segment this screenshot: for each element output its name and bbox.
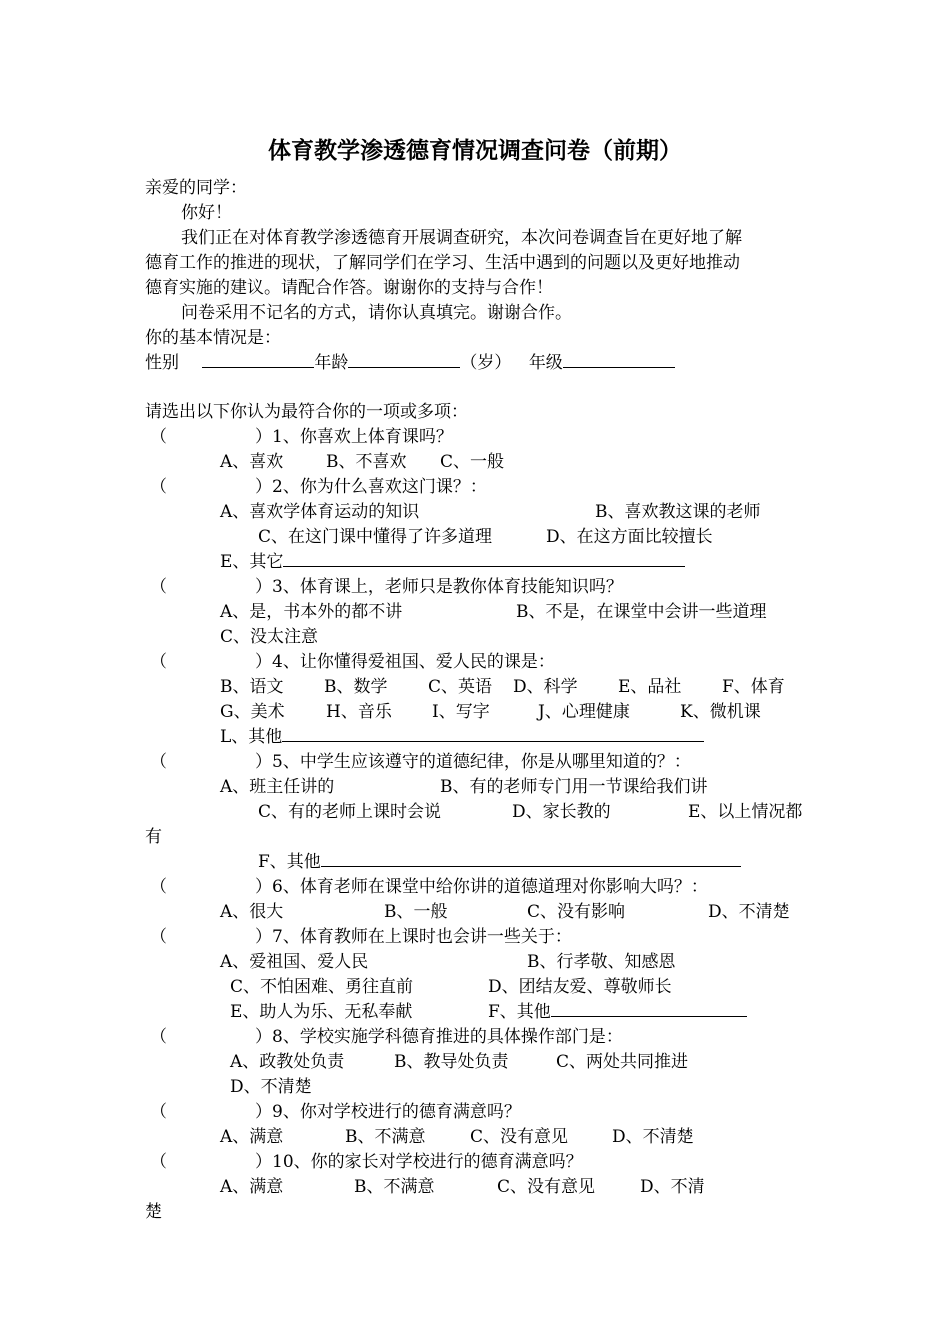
question-8 — [150, 1025, 623, 1049]
question-10 — [150, 1150, 583, 1174]
answer-paren-close: ） — [255, 752, 272, 772]
option[interactable]: A、很大 — [220, 902, 284, 922]
option[interactable]: C、一般 — [440, 452, 505, 472]
question-7 — [150, 925, 572, 949]
question-text: 2、你为什么喜欢这门课？： — [272, 477, 487, 497]
question-3 — [150, 575, 623, 599]
answer-paren-open: （ — [150, 752, 167, 772]
option: F、其他 — [258, 852, 321, 872]
option[interactable]: A、是，书本外的都不讲 — [220, 602, 403, 622]
option[interactable]: B、有的老师专门用一节课给我们讲 — [440, 777, 708, 797]
option[interactable]: B、不是，在课堂中会讲一些道理 — [516, 602, 767, 622]
answer-paren-open: （ — [150, 1027, 167, 1047]
question-text: 6、体育老师在课堂中给你讲的道德道理对你影响大吗？： — [272, 877, 708, 897]
question-text: 8、学校实施学科德育推进的具体操作部门是： — [272, 1027, 623, 1047]
option[interactable]: B、语文 — [220, 677, 284, 697]
option[interactable]: B、不喜欢 — [326, 452, 407, 472]
answer-paren-open: （ — [150, 1152, 167, 1172]
option[interactable]: C、两处共同推进 — [556, 1052, 689, 1072]
answer-paren-close: ） — [255, 577, 272, 597]
option[interactable]: C、有的老师上课时会说 — [258, 802, 442, 822]
option-other[interactable] — [220, 550, 685, 574]
option[interactable]: A、满意 — [220, 1177, 284, 1197]
option[interactable]: D、团结友爱、尊敬师长 — [488, 977, 672, 997]
question-text: 7、体育教师在上课时也会讲一些关于： — [272, 927, 572, 947]
option[interactable]: A、班主任讲的 — [220, 777, 335, 797]
option[interactable]: B、教导处负责 — [394, 1052, 509, 1072]
option[interactable]: A、喜欢 — [220, 452, 284, 472]
answer-paren-close: ） — [255, 1027, 272, 1047]
option[interactable]: A、喜欢学体育运动的知识 — [220, 502, 420, 522]
option-other[interactable] — [258, 850, 741, 874]
option[interactable]: A、政教处负责 — [230, 1052, 345, 1072]
option[interactable]: F、体育 — [722, 677, 785, 697]
answer-paren-open: （ — [150, 1102, 167, 1122]
option[interactable]: K、微机课 — [680, 702, 761, 722]
other-blank[interactable] — [282, 725, 704, 742]
option[interactable]: C、没有影响 — [527, 902, 626, 922]
option[interactable]: D、不清 — [640, 1177, 705, 1197]
option[interactable]: D、家长教的 — [512, 802, 611, 822]
option[interactable]: B、不满意 — [345, 1127, 426, 1147]
answer-paren-close: ） — [255, 1102, 272, 1122]
option[interactable]: B、数学 — [324, 677, 388, 697]
answer-paren-close: ） — [255, 427, 272, 447]
option[interactable]: E、助人为乐、无私奉献 — [230, 1002, 413, 1022]
question-text: 1、你喜欢上体育课吗？ — [272, 427, 453, 447]
gender-blank[interactable] — [202, 351, 314, 368]
answer-paren-open: （ — [150, 927, 167, 947]
option[interactable]: B、一般 — [384, 902, 448, 922]
option-wrap: 有 — [145, 827, 162, 847]
other-blank[interactable] — [321, 850, 741, 867]
age-unit: （岁） — [460, 353, 512, 373]
option[interactable]: H、音乐 — [326, 702, 392, 722]
question-text: 5、中学生应该遵守的道德纪律，你是从哪里知道的？： — [272, 752, 691, 772]
option: E、其它 — [220, 552, 284, 572]
question-4 — [150, 650, 555, 674]
option[interactable]: D、不清楚 — [612, 1127, 694, 1147]
question-text: 3、体育课上，老师只是教你体育技能知识吗？ — [272, 577, 623, 597]
question-text: 10、你的家长对学校进行的德育满意吗？ — [272, 1152, 583, 1172]
question-9 — [150, 1100, 521, 1124]
question-2 — [150, 475, 487, 499]
option[interactable]: J、心理健康 — [538, 702, 630, 722]
option[interactable]: A、爱祖国、爱人民 — [220, 952, 369, 972]
age-label: 年龄 — [314, 353, 349, 373]
option[interactable]: G、美术 — [220, 702, 285, 722]
option[interactable]: C、不怕困难、勇往直前 — [230, 977, 414, 997]
other-blank[interactable] — [551, 1000, 747, 1017]
question-6 — [150, 875, 708, 899]
option-wrap: 楚 — [145, 1202, 162, 1222]
answer-paren-open: （ — [150, 652, 167, 672]
option[interactable]: E、品社 — [618, 677, 682, 697]
document-title: 体育教学渗透德育情况调查问卷（前期） — [268, 138, 682, 164]
answer-paren-close: ） — [255, 652, 272, 672]
option[interactable]: D、不清楚 — [230, 1077, 312, 1097]
option[interactable]: B、喜欢教这课的老师 — [595, 502, 761, 522]
question-text: 4、让你懂得爱祖国、爱人民的课是： — [272, 652, 555, 672]
anonymous-note: 问卷采用不记名的方式，请你认真填完。谢谢合作。 — [181, 303, 572, 323]
answer-paren-open: （ — [150, 577, 167, 597]
grade-label: 年级 — [528, 353, 563, 373]
option[interactable]: C、没太注意 — [220, 627, 319, 647]
answer-paren-open: （ — [150, 427, 167, 447]
hello: 你好！ — [181, 203, 232, 223]
option: F、其他 — [488, 1002, 551, 1022]
greeting: 亲爱的同学： — [145, 178, 247, 198]
gender-label: 性别 — [145, 353, 179, 373]
question-1 — [150, 425, 453, 449]
intro-line-1: 我们正在对体育教学渗透德育开展调查研究，本次问卷调查旨在更好地了解 — [181, 228, 742, 248]
answer-paren-close: ） — [255, 927, 272, 947]
basic-info-heading: 你的基本情况是： — [145, 328, 281, 348]
option[interactable]: I、写字 — [432, 702, 490, 722]
option[interactable]: B、行孝敬、知感恩 — [527, 952, 676, 972]
question-text: 9、你对学校进行的德育满意吗？ — [272, 1102, 521, 1122]
option[interactable]: C、没有意见 — [470, 1127, 569, 1147]
answer-paren-close: ） — [255, 877, 272, 897]
answer-paren-open: （ — [150, 477, 167, 497]
option[interactable]: C、在这门课中懂得了许多道理 — [258, 527, 493, 547]
option-other[interactable] — [488, 1000, 747, 1024]
option[interactable]: A、满意 — [220, 1127, 284, 1147]
answer-paren-close: ） — [255, 1152, 272, 1172]
instruction: 请选出以下你认为最符合你的一项或多项： — [145, 402, 468, 422]
option[interactable]: C、英语 — [428, 677, 493, 697]
option[interactable]: D、不清楚 — [708, 902, 790, 922]
option[interactable]: D、在这方面比较擅长 — [546, 527, 713, 547]
option-other[interactable] — [220, 725, 704, 749]
option: L、其他 — [220, 727, 283, 747]
answer-paren-open: （ — [150, 877, 167, 897]
answer-paren-close: ） — [255, 477, 272, 497]
intro-line-3: 德育实施的建议。请配合作答。谢谢你的支持与合作！ — [145, 278, 553, 298]
age-blank[interactable] — [348, 351, 460, 368]
basic-info-row — [145, 351, 675, 375]
option[interactable]: D、科学 — [513, 677, 578, 697]
option[interactable]: B、不满意 — [354, 1177, 435, 1197]
other-blank[interactable] — [283, 550, 685, 567]
intro-line-2: 德育工作的推进的现状，了解同学们在学习、生活中遇到的问题以及更好地推动 — [145, 253, 740, 273]
option[interactable]: E、以上情况都 — [688, 802, 803, 822]
option[interactable]: C、没有意见 — [497, 1177, 596, 1197]
question-5 — [150, 750, 691, 774]
grade-blank[interactable] — [563, 351, 675, 368]
